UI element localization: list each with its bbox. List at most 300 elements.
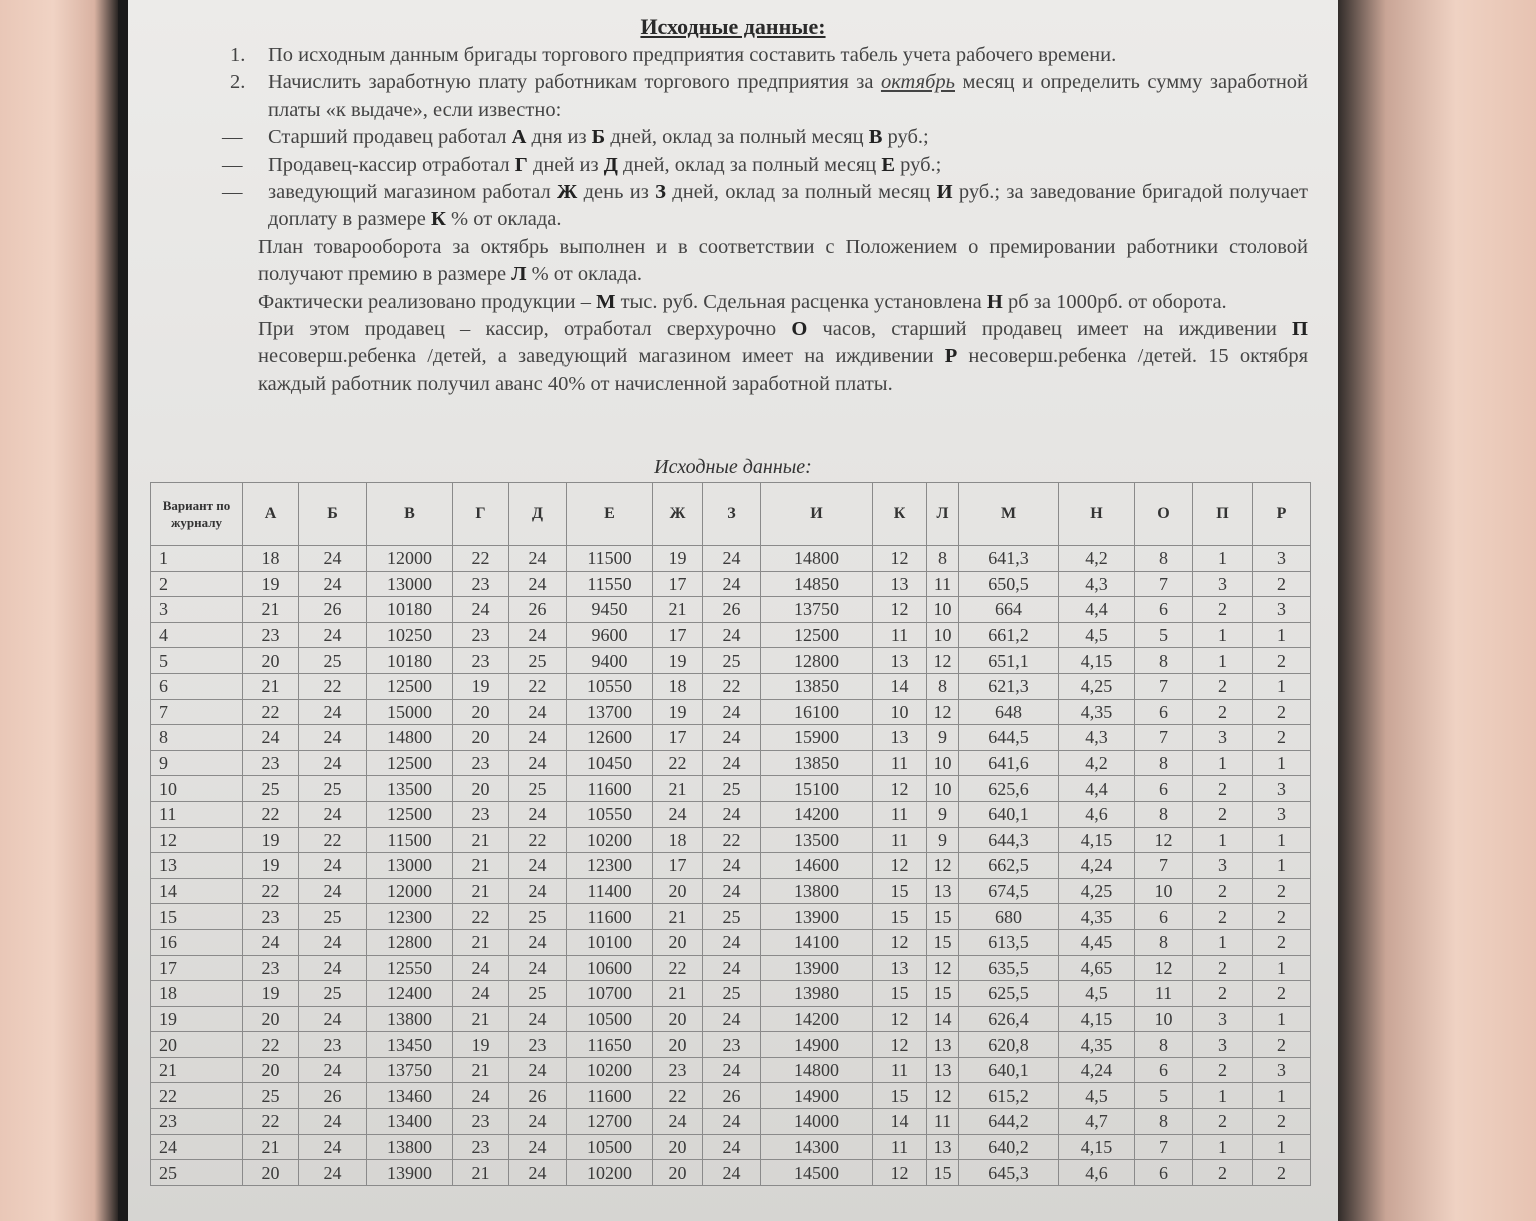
table-cell: 21 bbox=[243, 673, 299, 699]
table-cell: 8 bbox=[1135, 546, 1193, 572]
table-cell: 10500 bbox=[567, 1006, 653, 1032]
table-cell: 3 bbox=[1253, 1057, 1311, 1083]
table-cell: 20 bbox=[653, 1160, 703, 1186]
table-cell: 14900 bbox=[761, 1083, 873, 1109]
table-cell: 13 bbox=[927, 1032, 959, 1058]
table-cell: 1 bbox=[1253, 622, 1311, 648]
table-cell: 6 bbox=[1135, 597, 1193, 623]
table-cell: 26 bbox=[509, 597, 567, 623]
document-title: Исходные данные: bbox=[640, 14, 826, 39]
table-cell: 8 bbox=[1135, 1032, 1193, 1058]
table-cell: 10250 bbox=[367, 622, 453, 648]
table-cell: 12800 bbox=[367, 929, 453, 955]
table-cell: 20 bbox=[453, 725, 509, 751]
table-cell: 14000 bbox=[761, 1109, 873, 1135]
variant-number-cell: 19 bbox=[151, 1006, 243, 1032]
table-cell: 17 bbox=[653, 622, 703, 648]
table-cell: 11 bbox=[873, 622, 927, 648]
table-cell: 1 bbox=[1253, 750, 1311, 776]
table-cell: 4,35 bbox=[1059, 1032, 1135, 1058]
table-cell: 2 bbox=[1193, 1160, 1253, 1186]
table-cell: 21 bbox=[653, 776, 703, 802]
table-cell: 12600 bbox=[567, 725, 653, 751]
variant-number-cell: 5 bbox=[151, 648, 243, 674]
table-cell: 12000 bbox=[367, 878, 453, 904]
table-cell: 20 bbox=[653, 1134, 703, 1160]
table-cell: 1 bbox=[1193, 546, 1253, 572]
table-cell: 13400 bbox=[367, 1109, 453, 1135]
table-cell: 13750 bbox=[761, 597, 873, 623]
variant-number-cell: 21 bbox=[151, 1057, 243, 1083]
table-cell: 24 bbox=[509, 725, 567, 751]
table-row bbox=[151, 725, 1311, 751]
table-cell: 11 bbox=[873, 801, 927, 827]
table-cell: 3 bbox=[1193, 725, 1253, 751]
table-cell: 19 bbox=[453, 673, 509, 699]
table-cell: 20 bbox=[243, 648, 299, 674]
table-cell: 12 bbox=[873, 853, 927, 879]
table-cell: 15 bbox=[927, 904, 959, 930]
table-cell: 13500 bbox=[367, 776, 453, 802]
table-row bbox=[151, 827, 1311, 853]
table-cell: 9600 bbox=[567, 622, 653, 648]
table-cell: 24 bbox=[509, 1134, 567, 1160]
table-cell: 12 bbox=[873, 1006, 927, 1032]
table-cell: 1 bbox=[1193, 827, 1253, 853]
table-cell: 2 bbox=[1193, 776, 1253, 802]
table-cell: 10 bbox=[927, 750, 959, 776]
variant-number-cell: 8 bbox=[151, 725, 243, 751]
table-cell: 10600 bbox=[567, 955, 653, 981]
table-cell: 615,2 bbox=[959, 1083, 1059, 1109]
table-cell: 24 bbox=[299, 801, 367, 827]
table-cell: 13800 bbox=[761, 878, 873, 904]
table-cell: 12500 bbox=[367, 673, 453, 699]
table-cell: 25 bbox=[299, 648, 367, 674]
table-cell: 21 bbox=[453, 827, 509, 853]
table-cell: 10180 bbox=[367, 597, 453, 623]
table-cell: 24 bbox=[509, 955, 567, 981]
table-cell: 15000 bbox=[367, 699, 453, 725]
variant-number-cell: 24 bbox=[151, 1134, 243, 1160]
table-cell: 4,24 bbox=[1059, 853, 1135, 879]
table-cell: 11 bbox=[1135, 981, 1193, 1007]
table-cell: 3 bbox=[1253, 546, 1311, 572]
table-cell: 1 bbox=[1253, 955, 1311, 981]
variant-number-cell: 20 bbox=[151, 1032, 243, 1058]
table-cell: 19 bbox=[653, 546, 703, 572]
task-item-2: 2. Начислить заработную плату работникам торгового предприятия за октябрь месяц и определить сумму заработной платы «к выдаче», если известно: bbox=[230, 71, 1309, 121]
table-cell: 1 bbox=[1193, 648, 1253, 674]
table-cell: 7 bbox=[1135, 673, 1193, 699]
table-cell: 21 bbox=[453, 1160, 509, 1186]
table-cell: 1 bbox=[1253, 1134, 1311, 1160]
table-cell: 21 bbox=[653, 597, 703, 623]
table-cell: 3 bbox=[1193, 571, 1253, 597]
table-cell: 14900 bbox=[761, 1032, 873, 1058]
table-cell: 24 bbox=[299, 699, 367, 725]
table-cell: 23 bbox=[453, 1134, 509, 1160]
table-cell: 2 bbox=[1253, 1160, 1311, 1186]
table-cell: 24 bbox=[703, 929, 761, 955]
table-cell: 13900 bbox=[761, 904, 873, 930]
table-cell: 2 bbox=[1193, 955, 1253, 981]
table-cell: 680 bbox=[959, 904, 1059, 930]
table-cell: 23 bbox=[453, 648, 509, 674]
task-item-1: 1. По исходным данным бригады торгового предприятия составить табель учета рабочего времени. bbox=[230, 44, 1117, 66]
column-header: Ж bbox=[653, 483, 703, 546]
table-cell: 23 bbox=[453, 622, 509, 648]
table-cell: 12500 bbox=[367, 801, 453, 827]
table-cell: 2 bbox=[1253, 1109, 1311, 1135]
table-row bbox=[151, 776, 1311, 802]
table-cell: 10550 bbox=[567, 801, 653, 827]
table-cell: 24 bbox=[299, 878, 367, 904]
table-cell: 4,3 bbox=[1059, 571, 1135, 597]
table-cell: 4,2 bbox=[1059, 750, 1135, 776]
table-cell: 640,2 bbox=[959, 1134, 1059, 1160]
table-cell: 12 bbox=[927, 955, 959, 981]
table-cell: 17 bbox=[653, 725, 703, 751]
table-cell: 24 bbox=[703, 1057, 761, 1083]
table-cell: 17 bbox=[653, 571, 703, 597]
table-cell: 22 bbox=[243, 878, 299, 904]
table-cell: 21 bbox=[453, 929, 509, 955]
table-cell: 7 bbox=[1135, 725, 1193, 751]
table-cell: 661,2 bbox=[959, 622, 1059, 648]
table-cell: 22 bbox=[453, 904, 509, 930]
table-cell: 24 bbox=[299, 1109, 367, 1135]
column-header: З bbox=[703, 483, 761, 546]
table-cell: 26 bbox=[703, 597, 761, 623]
variant-number-cell: 22 bbox=[151, 1083, 243, 1109]
table-cell: 645,3 bbox=[959, 1160, 1059, 1186]
table-cell: 24 bbox=[299, 1057, 367, 1083]
table-cell: 24 bbox=[509, 750, 567, 776]
table-cell: 19 bbox=[453, 1032, 509, 1058]
table-cell: 10200 bbox=[567, 827, 653, 853]
table-cell: 9 bbox=[927, 827, 959, 853]
table-cell: 24 bbox=[703, 1160, 761, 1186]
table-cell: 20 bbox=[653, 929, 703, 955]
table-cell: 24 bbox=[703, 725, 761, 751]
table-cell: 3 bbox=[1253, 776, 1311, 802]
table-cell: 11550 bbox=[567, 571, 653, 597]
table-cell: 22 bbox=[703, 673, 761, 699]
table-cell: 12400 bbox=[367, 981, 453, 1007]
table-cell: 2 bbox=[1253, 929, 1311, 955]
table-cell: 6 bbox=[1135, 1057, 1193, 1083]
table-cell: 23 bbox=[653, 1057, 703, 1083]
table-row bbox=[151, 673, 1311, 699]
table-cell: 24 bbox=[299, 571, 367, 597]
table-cell: 24 bbox=[299, 929, 367, 955]
table-cell: 23 bbox=[453, 571, 509, 597]
table-cell: 4,45 bbox=[1059, 929, 1135, 955]
paragraph-bonus: План товарооборота за октябрь выполнен и в соответствии с Положением о премировании работники столовой получают премию в размере Л % от оклада. bbox=[258, 235, 1308, 286]
table-cell: 25 bbox=[509, 648, 567, 674]
table-cell: 10550 bbox=[567, 673, 653, 699]
table-cell: 13900 bbox=[761, 955, 873, 981]
table-cell: 24 bbox=[653, 1109, 703, 1135]
table-cell: 1 bbox=[1193, 622, 1253, 648]
table-cell: 20 bbox=[243, 1160, 299, 1186]
table-cell: 14800 bbox=[761, 1057, 873, 1083]
table-cell: 21 bbox=[453, 853, 509, 879]
table-cell: 1 bbox=[1253, 827, 1311, 853]
table-cell: 4,25 bbox=[1059, 673, 1135, 699]
table-cell: 24 bbox=[703, 955, 761, 981]
table-cell: 6 bbox=[1135, 1160, 1193, 1186]
column-header: О bbox=[1135, 483, 1193, 546]
table-cell: 6 bbox=[1135, 776, 1193, 802]
table-cell: 19 bbox=[243, 981, 299, 1007]
column-header: Н bbox=[1059, 483, 1135, 546]
table-cell: 2 bbox=[1193, 1109, 1253, 1135]
table-cell: 640,1 bbox=[959, 1057, 1059, 1083]
table-cell: 24 bbox=[703, 622, 761, 648]
table-cell: 2 bbox=[1253, 648, 1311, 674]
table-cell: 15100 bbox=[761, 776, 873, 802]
table-cell: 2 bbox=[1193, 597, 1253, 623]
table-cell: 24 bbox=[703, 546, 761, 572]
table-cell: 2 bbox=[1253, 699, 1311, 725]
table-cell: 15 bbox=[873, 878, 927, 904]
table-cell: 23 bbox=[703, 1032, 761, 1058]
column-header: Е bbox=[567, 483, 653, 546]
table-cell: 14300 bbox=[761, 1134, 873, 1160]
table-cell: 1 bbox=[1253, 853, 1311, 879]
table-cell: 24 bbox=[509, 929, 567, 955]
table-cell: 22 bbox=[653, 750, 703, 776]
table-cell: 19 bbox=[243, 571, 299, 597]
table-cell: 19 bbox=[243, 827, 299, 853]
table-cell: 25 bbox=[703, 981, 761, 1007]
table-cell: 8 bbox=[927, 546, 959, 572]
table-cell: 4,15 bbox=[1059, 648, 1135, 674]
table-cell: 11400 bbox=[567, 878, 653, 904]
table-cell: 13 bbox=[873, 648, 927, 674]
table-cell: 10 bbox=[1135, 1006, 1193, 1032]
table-cell: 24 bbox=[299, 622, 367, 648]
table-cell: 23 bbox=[243, 750, 299, 776]
table-row bbox=[151, 878, 1311, 904]
table-cell: 7 bbox=[1135, 571, 1193, 597]
table-cell: 4,4 bbox=[1059, 776, 1135, 802]
table-cell: 24 bbox=[509, 1109, 567, 1135]
table-cell: 24 bbox=[453, 955, 509, 981]
column-header: А bbox=[243, 483, 299, 546]
table-cell: 24 bbox=[509, 546, 567, 572]
table-cell: 13460 bbox=[367, 1083, 453, 1109]
variant-number-cell: 6 bbox=[151, 673, 243, 699]
table-cell: 6 bbox=[1135, 699, 1193, 725]
table-cell: 15 bbox=[927, 929, 959, 955]
table-cell: 2 bbox=[1193, 699, 1253, 725]
table-cell: 20 bbox=[653, 1006, 703, 1032]
table-cell: 12 bbox=[873, 546, 927, 572]
table-row bbox=[151, 853, 1311, 879]
table-cell: 12 bbox=[927, 699, 959, 725]
table-cell: 24 bbox=[453, 981, 509, 1007]
table-cell: 1 bbox=[1193, 750, 1253, 776]
table-cell: 8 bbox=[1135, 648, 1193, 674]
table-cell: 8 bbox=[927, 673, 959, 699]
table-cell: 10 bbox=[927, 622, 959, 648]
table-row bbox=[151, 648, 1311, 674]
paragraph-sales: Фактически реализовано продукции – М тыс. руб. Сдельная расценка установлена Н рб за 1000рб. от оборота. bbox=[258, 290, 1227, 313]
table-cell: 10 bbox=[927, 597, 959, 623]
table-cell: 2 bbox=[1253, 1032, 1311, 1058]
task-text bbox=[228, 42, 1308, 398]
variant-number-cell: 13 bbox=[151, 853, 243, 879]
table-row bbox=[151, 597, 1311, 623]
table-cell: 21 bbox=[653, 981, 703, 1007]
table-cell: 4,35 bbox=[1059, 904, 1135, 930]
table-cell: 11 bbox=[873, 1057, 927, 1083]
table-cell: 24 bbox=[509, 1057, 567, 1083]
table-cell: 23 bbox=[453, 1109, 509, 1135]
table-cell: 23 bbox=[299, 1032, 367, 1058]
phone-frame-right bbox=[1336, 0, 1536, 1221]
table-title: Исходные данные: bbox=[654, 456, 812, 478]
table-cell: 21 bbox=[653, 904, 703, 930]
table-cell: 11 bbox=[927, 1109, 959, 1135]
table-cell: 21 bbox=[453, 1006, 509, 1032]
table-cell: 2 bbox=[1253, 981, 1311, 1007]
table-row bbox=[151, 571, 1311, 597]
table-cell: 22 bbox=[243, 1032, 299, 1058]
table-cell: 13500 bbox=[761, 827, 873, 853]
table-cell: 10 bbox=[1135, 878, 1193, 904]
table-cell: 641,3 bbox=[959, 546, 1059, 572]
variant-number-cell: 18 bbox=[151, 981, 243, 1007]
table-cell: 24 bbox=[299, 1006, 367, 1032]
table-cell: 15 bbox=[927, 981, 959, 1007]
dash-item-cashier: — Продавец-кассир отработал Г дней из Д дней, оклад за полный месяц Е руб.; bbox=[228, 152, 1308, 179]
table-cell: 10700 bbox=[567, 981, 653, 1007]
table-cell: 25 bbox=[703, 776, 761, 802]
variant-number-cell: 7 bbox=[151, 699, 243, 725]
table-cell: 14600 bbox=[761, 853, 873, 879]
table-cell: 625,6 bbox=[959, 776, 1059, 802]
table-cell: 620,8 bbox=[959, 1032, 1059, 1058]
table-cell: 20 bbox=[243, 1057, 299, 1083]
table-cell: 1 bbox=[1193, 1134, 1253, 1160]
table-cell: 23 bbox=[243, 622, 299, 648]
table-cell: 11650 bbox=[567, 1032, 653, 1058]
table-cell: 22 bbox=[509, 673, 567, 699]
table-cell: 12 bbox=[873, 776, 927, 802]
table-cell: 23 bbox=[453, 750, 509, 776]
table-cell: 22 bbox=[243, 801, 299, 827]
table-cell: 19 bbox=[243, 853, 299, 879]
table-cell: 13000 bbox=[367, 853, 453, 879]
variant-number-cell: 16 bbox=[151, 929, 243, 955]
table-cell: 641,6 bbox=[959, 750, 1059, 776]
table-cell: 4,5 bbox=[1059, 1083, 1135, 1109]
table-cell: 13450 bbox=[367, 1032, 453, 1058]
variant-number-cell: 15 bbox=[151, 904, 243, 930]
table-cell: 20 bbox=[243, 1006, 299, 1032]
table-cell: 24 bbox=[509, 699, 567, 725]
table-cell: 24 bbox=[299, 725, 367, 751]
table-cell: 2 bbox=[1253, 904, 1311, 930]
table-cell: 22 bbox=[653, 1083, 703, 1109]
table-cell: 18 bbox=[653, 827, 703, 853]
table-cell: 13000 bbox=[367, 571, 453, 597]
table-cell: 12 bbox=[927, 1083, 959, 1109]
table-cell: 26 bbox=[509, 1083, 567, 1109]
table-cell: 24 bbox=[509, 853, 567, 879]
table-cell: 640,1 bbox=[959, 801, 1059, 827]
table-cell: 24 bbox=[703, 801, 761, 827]
table-cell: 11 bbox=[873, 1134, 927, 1160]
table-row bbox=[151, 981, 1311, 1007]
table-cell: 3 bbox=[1253, 597, 1311, 623]
table-cell: 4,7 bbox=[1059, 1109, 1135, 1135]
table-cell: 4,6 bbox=[1059, 1160, 1135, 1186]
table-cell: 3 bbox=[1193, 853, 1253, 879]
table-cell: 25 bbox=[703, 648, 761, 674]
table-cell: 4,15 bbox=[1059, 1006, 1135, 1032]
table-cell: 24 bbox=[509, 622, 567, 648]
table-cell: 24 bbox=[703, 699, 761, 725]
table-cell: 15 bbox=[873, 981, 927, 1007]
variant-number-cell: 2 bbox=[151, 571, 243, 597]
dash-item-manager: — заведующий магазином работал Ж день из З дней, оклад за полный месяц И руб.; за заведование бригадой получает доплату в размере К % от оклада. bbox=[228, 179, 1308, 234]
table-cell: 11600 bbox=[567, 776, 653, 802]
table-cell: 14 bbox=[873, 673, 927, 699]
table-cell: 24 bbox=[299, 1134, 367, 1160]
table-cell: 24 bbox=[299, 1160, 367, 1186]
table-cell: 23 bbox=[243, 955, 299, 981]
table-cell: 1 bbox=[1253, 1006, 1311, 1032]
table-cell: 24 bbox=[509, 571, 567, 597]
table-body bbox=[151, 546, 1311, 1186]
table-cell: 24 bbox=[509, 1006, 567, 1032]
table-cell: 24 bbox=[509, 1160, 567, 1186]
table-cell: 24 bbox=[509, 801, 567, 827]
variant-number-cell: 11 bbox=[151, 801, 243, 827]
table-cell: 12 bbox=[927, 648, 959, 674]
table-cell: 24 bbox=[703, 853, 761, 879]
table-row bbox=[151, 904, 1311, 930]
table-cell: 3 bbox=[1193, 1032, 1253, 1058]
table-cell: 5 bbox=[1135, 1083, 1193, 1109]
table-cell: 24 bbox=[703, 1134, 761, 1160]
column-header: И bbox=[761, 483, 873, 546]
column-header: Р bbox=[1253, 483, 1311, 546]
table-cell: 24 bbox=[299, 750, 367, 776]
table-cell: 25 bbox=[703, 904, 761, 930]
table-cell: 7 bbox=[1135, 1134, 1193, 1160]
table-cell: 11 bbox=[873, 750, 927, 776]
table-cell: 13700 bbox=[567, 699, 653, 725]
table-cell: 23 bbox=[453, 801, 509, 827]
table-cell: 22 bbox=[653, 955, 703, 981]
column-header: Г bbox=[453, 483, 509, 546]
table-cell: 6 bbox=[1135, 904, 1193, 930]
table-cell: 2 bbox=[1253, 878, 1311, 904]
table-cell: 644,2 bbox=[959, 1109, 1059, 1135]
table-cell: 13850 bbox=[761, 750, 873, 776]
table-cell: 12 bbox=[1135, 955, 1193, 981]
column-header: Л bbox=[927, 483, 959, 546]
table-cell: 621,3 bbox=[959, 673, 1059, 699]
column-header-variant: Вариант по журналу bbox=[151, 483, 243, 546]
table-cell: 10200 bbox=[567, 1160, 653, 1186]
